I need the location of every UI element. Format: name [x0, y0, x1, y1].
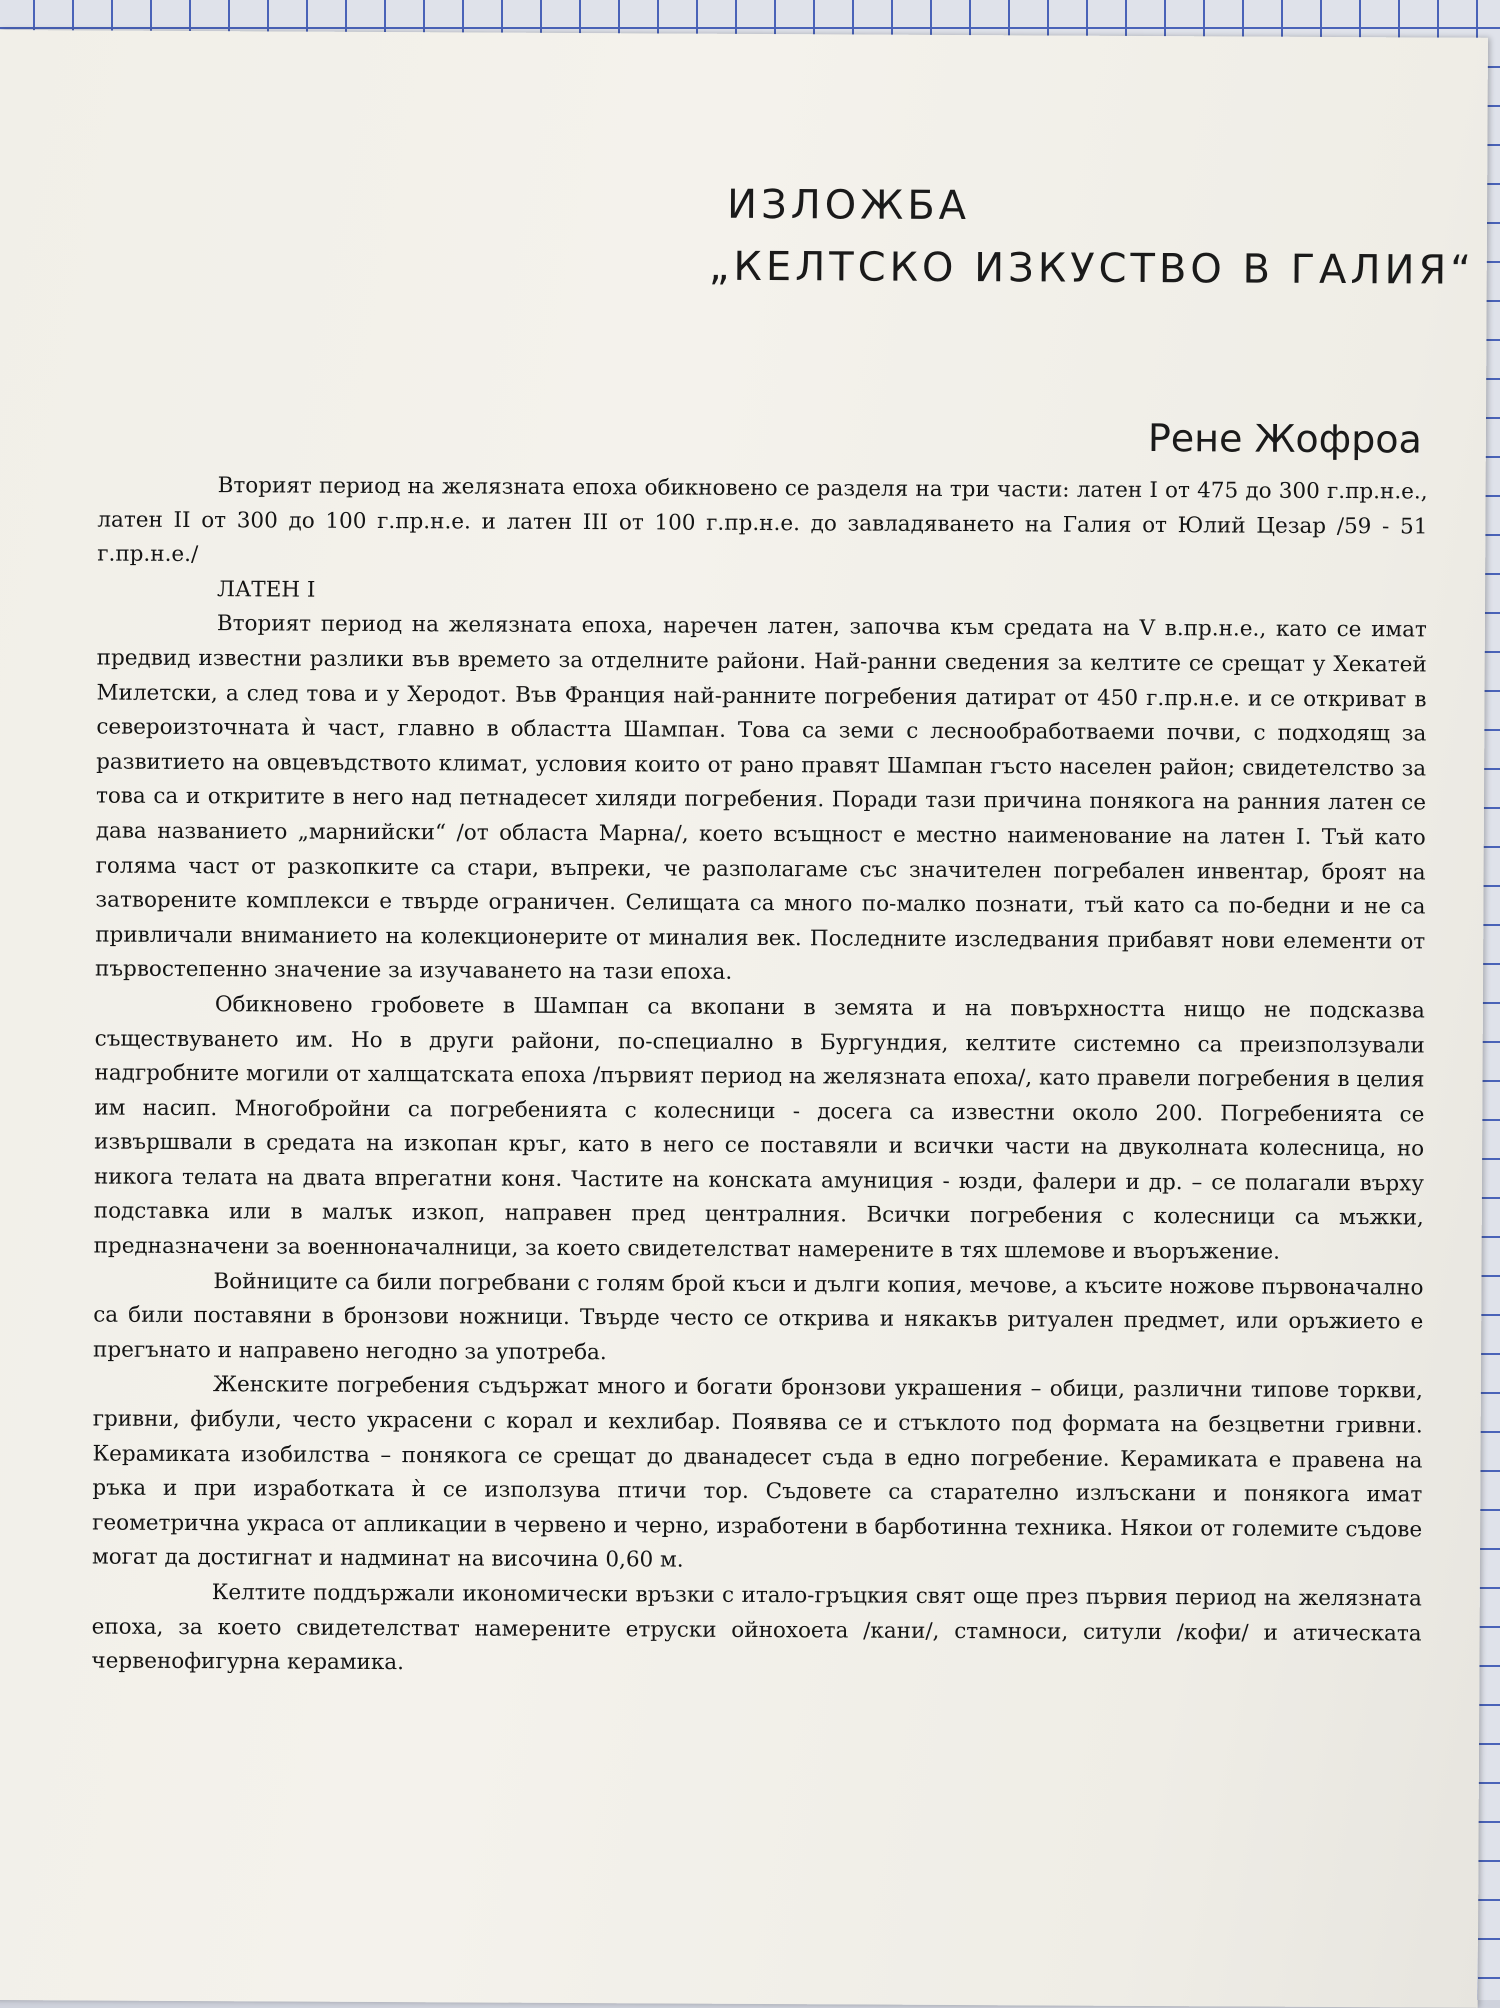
document-page — [0, 30, 1488, 2008]
title-line-1: ИЗЛОЖБА — [726, 181, 971, 230]
paragraph-graves: Обикновено гробовете в Шампан са вкопани в земята и на повърхността нищо не подсказва съществуването им. Но в други райони, по-специално в Бургундия, келтите системно са преизползували надгробните могили от халщатската епоха /първият период на желязната епоха/, като правели погребения в целия им насип. Многобройни са погребенията с колесници - досега са известни около 200. Погребенията се извършвали в средата на изкопан кръг, като в него се поставяли и всички части на двуколната колесница, но никога телата на двата впрегатни коня. Частите на конската амуниция - юзди, фалери и др. – се полагали върху подставка или в малък изкоп, направен пред централния. Всички погребения с колесници са мъжки, предназначени за военноначалници, за което свидетелстват намерените в тях шлемове и въоръжение. — [93, 992, 1425, 1265]
exhibition-title — [709, 174, 1476, 302]
paragraph-laten-1: Вторият период на желязната епоха, наречен латен, започва към средата на V в.пр.н.е., като се имат предвид известни разлики във времето за отделните райони. Най-ранни сведения за келтите се срещат у Хекатей Милетски, а след това и у Херодот. Във Франция най-ранните погребения датират от 450 г.пр.н.е. и се откриват в североизточната ѝ част, главно в областта Шампан. Това са земи с леснообработваеми почви, с подходящ за развитието на овцевъдството климат, условия които от рано правят Шампан гъсто населен район; свидетелство за това са и откритите в него над петнадесет хиляди погребения. Поради тази причина понякога на ранния латен се дава названието „марнийски“ /от областа Марна/, което всъщност е местно наименование на латен I. Тъй като голяма част от разкопките са стари, въпреки, че разполагаме със значителен погребален инвентар, броят на затворените комплекси е твърде ограничен. Селищата са много по-малко познати, тъй като са по-бедни и не са привличали вниманието на колекционерите от миналия век. Последните изследвания прибавят нови елементи от първостепенно значение за изучаването на тази епоха. — [95, 611, 1427, 986]
author-name: Рене Жофроа — [1147, 416, 1422, 462]
paragraph-women-graves: Женските погребения съдържат много и богати бронзови украшения – обици, различни типове торкви, гривни, фибули, често украсени с корал и кехлибар. Появява се и стъклото под формата на безцветни гривни. Керамиката изобилства – понякога се срещат до дванадесет съда в едно погребение. Керамиката е правена на ръка и при изработката ѝ се използува птичи тор. Съдовете са старателно излъскани и понякога имат геометрична украса от апликации в червено и черно, изработени в барботинна техника. Някои от големите съдове могат да достигнат и надминат на височина 0,60 м. — [91, 1372, 1423, 1574]
paragraph-intro: Вторият период на желязната епоха обикновено се разделя на три части: латен I от 475 до 300 г.пр.н.е., латен II от 300 до 100 г.пр.н.е. и латен III от 100 г.пр.н.е. до завладяването на Галия от Юлий Цезар /59 - 51 г.пр.н.е./ — [97, 473, 1428, 568]
title-line-2: „КЕЛТСКО ИЗКУСТВО В ГАЛИЯ“ — [708, 243, 1476, 294]
section-heading-laten-1: ЛАТЕН I — [217, 576, 316, 603]
paragraph-warriors: Войниците са били погребвани с голям брой къси и дълги копия, мечове, а късите ножове първоначално са били поставяни в бронзови ножници. Твърде често се открива и някакъв ритуален предмет, или оръжието е прегънато и направено негодно за употреба. — [93, 1268, 1424, 1366]
paragraph-trade: Келтите поддържали икономически връзки с итало-гръцкия свят още през първия период на желязната епоха, за което свидетелстват намерените етруски ойнохоета /кани/, стамноси, ситули /кофи/ и атическата червенофигурна керамика. — [91, 1580, 1422, 1676]
article-body — [91, 469, 1427, 1687]
